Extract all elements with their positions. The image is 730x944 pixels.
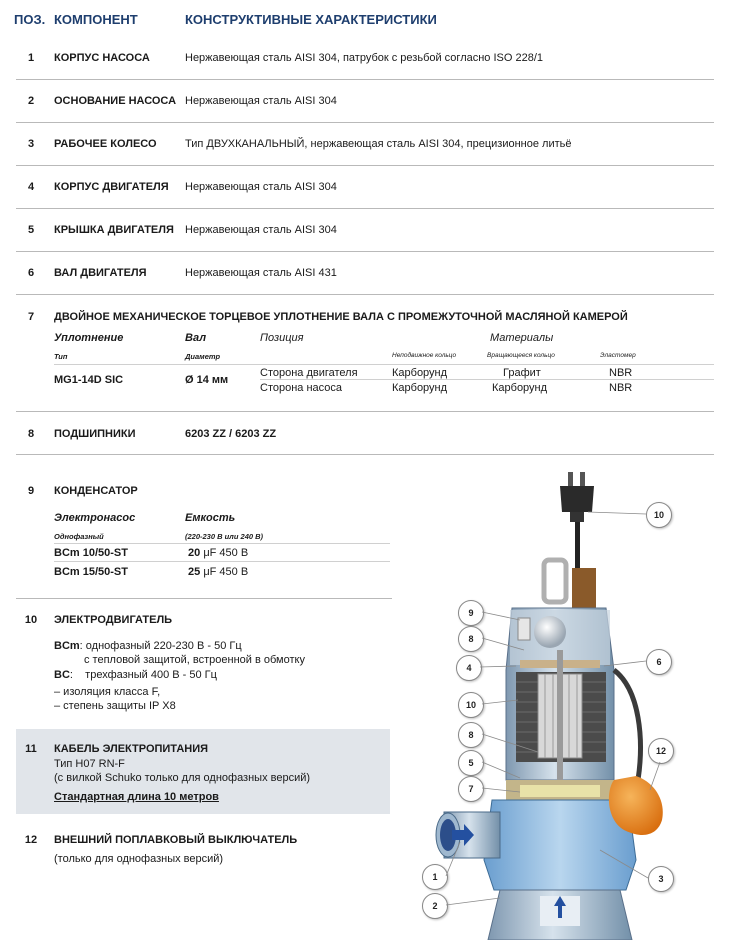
position-col-header: Позиция — [260, 332, 304, 344]
component-name: ПОДШИПНИКИ — [54, 428, 136, 440]
seal-title: ДВОЙНОЕ МЕХАНИЧЕСКОЕ ТОРЦЕВОЕ УПЛОТНЕНИЕ ВАЛА С ПРОМЕЖУТОЧНОЙ МАСЛЯНОЙ КАМЕРОЙ — [54, 311, 628, 323]
component-description: Нержавеющая сталь AISI 304 — [185, 95, 337, 107]
callout-10: 10 — [458, 692, 484, 718]
capacitor-unit: μF 450 В — [203, 566, 249, 578]
component-name: ВАЛ ДВИГАТЕЛЯ — [54, 267, 147, 279]
callout-8: 8 — [458, 626, 484, 652]
shaft-diameter-value: Ø 14 мм — [185, 374, 229, 386]
component-name: КОРПУС ДВИГАТЕЛЯ — [54, 181, 169, 193]
motor-bullet: – степень защиты IP X8 — [54, 700, 176, 712]
row-number: 8 — [27, 428, 35, 440]
row-number: 11 — [25, 743, 37, 755]
seal-type-value: MG1-14D SIC — [54, 374, 124, 386]
cable-type: Тип H07 RN-F — [54, 758, 125, 770]
component-description: Нержавеющая сталь AISI 304, патрубок с резьбой согласно ISO 228/1 — [185, 52, 544, 64]
component-name: КАБЕЛЬ ЭЛЕКТРОПИТАНИЯ — [54, 743, 209, 755]
callout-9: 9 — [458, 600, 484, 626]
row-number: 5 — [27, 224, 35, 236]
shaft-col-header: Вал — [185, 332, 207, 344]
callout-11: 10 — [646, 502, 672, 528]
seal-elastomer: NBR — [609, 367, 633, 379]
component-description: Нержавеющая сталь AISI 304 — [185, 224, 337, 236]
callout-5: 5 — [458, 750, 484, 776]
seal-col-header: Уплотнение — [54, 332, 124, 344]
motor-bcm-text2: с тепловой защитой, встроенной в обмотку — [84, 654, 305, 666]
seal-fixed-ring: Карборунд — [392, 382, 448, 394]
row-number: 4 — [27, 181, 35, 193]
component-name: ВНЕШНИЙ ПОПЛАВКОВЫЙ ВЫКЛЮЧАТЕЛЬ — [54, 834, 298, 846]
bearings-value: 6203 ZZ / 6203 ZZ — [185, 428, 277, 440]
callout-12: 12 — [648, 738, 674, 764]
motor-bcm-label: BCm — [54, 640, 80, 652]
seal-elastomer: NBR — [609, 382, 633, 394]
callout-3: 3 — [648, 866, 674, 892]
materials-col-header: Материалы — [490, 332, 554, 344]
type-subheader: Тип — [54, 352, 68, 361]
capacitor-model: BCm 10/50-ST — [54, 547, 128, 559]
callout-8b: 8 — [458, 722, 484, 748]
seal-rotating-ring: Карборунд — [492, 382, 548, 394]
component-description: Тип ДВУХКАНАЛЬНЫЙ, нержавеющая сталь AISI 304, прецизионное литьё — [185, 138, 572, 150]
seal-position: Сторона двигателя — [260, 367, 358, 379]
cable-plug-note: (с вилкой Schuko только для однофазных версий) — [54, 772, 311, 784]
row-number: 9 — [27, 485, 35, 497]
component-description: Нержавеющая сталь AISI 304 — [185, 181, 337, 193]
header-pos: ПОЗ. — [14, 12, 46, 27]
callout-6: 6 — [646, 649, 672, 675]
callout-4: 4 — [456, 655, 482, 681]
motor-bc-label: BC — [54, 669, 70, 681]
row-number: 2 — [27, 95, 35, 107]
row-number: 1 — [27, 52, 35, 64]
motor-bullet: – изоляция класса F, — [54, 686, 161, 698]
component-description: Нержавеющая сталь AISI 431 — [185, 267, 337, 279]
float-note: (только для однофазных версий) — [54, 853, 224, 865]
capacitor-unit: μF 450 В — [203, 547, 249, 559]
row-number: 10 — [24, 614, 38, 626]
voltage-subheader: (220-230 В или 240 В) — [185, 532, 264, 541]
component-name: КРЫШКА ДВИГАТЕЛЯ — [54, 224, 174, 236]
header-component: КОМПОНЕНТ — [54, 12, 138, 27]
row-number: 6 — [27, 267, 35, 279]
rotating-ring-subheader: Вращающееся кольцо — [487, 352, 555, 359]
component-name: КОНДЕНСАТОР — [54, 485, 138, 497]
callout-1: 1 — [422, 864, 448, 890]
motor-bcm-text: : однофазный 220-230 В - 50 Гц — [79, 640, 242, 652]
row-number: 12 — [24, 834, 38, 846]
fixed-ring-subheader: Неподвижное кольцо — [392, 352, 457, 359]
component-name: РАБОЧЕЕ КОЛЕСО — [54, 138, 157, 150]
pump-col-header: Электронасос — [54, 512, 136, 524]
row-number: 7 — [27, 311, 35, 323]
component-name: КОРПУС НАСОСА — [54, 52, 150, 64]
header-features: КОНСТРУКТИВНЫЕ ХАРАКТЕРИСТИКИ — [185, 12, 437, 27]
seal-position: Сторона насоса — [260, 382, 343, 394]
capacitor-value: 25 — [188, 566, 201, 578]
capacitor-model: BCm 15/50-ST — [54, 566, 128, 578]
cable-length: Стандартная длина 10 метров — [54, 791, 219, 803]
motor-bc-text: : трехфазный 400 В - 50 Гц — [69, 669, 217, 681]
capacitor-value: 20 — [188, 547, 201, 559]
elastomer-subheader: Эластомер — [600, 352, 636, 359]
capacity-col-header: Емкость — [185, 512, 236, 524]
phase-subheader: Однофазный — [54, 532, 104, 541]
callout-7: 7 — [458, 776, 484, 802]
component-name: ЭЛЕКТРОДВИГАТЕЛЬ — [54, 614, 173, 626]
diameter-subheader: Диаметр — [185, 352, 221, 361]
seal-fixed-ring: Карборунд — [392, 367, 448, 379]
seal-rotating-ring: Графит — [503, 367, 541, 379]
row-number: 3 — [27, 138, 35, 150]
callout-2: 2 — [422, 893, 448, 919]
component-name: ОСНОВАНИЕ НАСОСА — [54, 95, 177, 107]
